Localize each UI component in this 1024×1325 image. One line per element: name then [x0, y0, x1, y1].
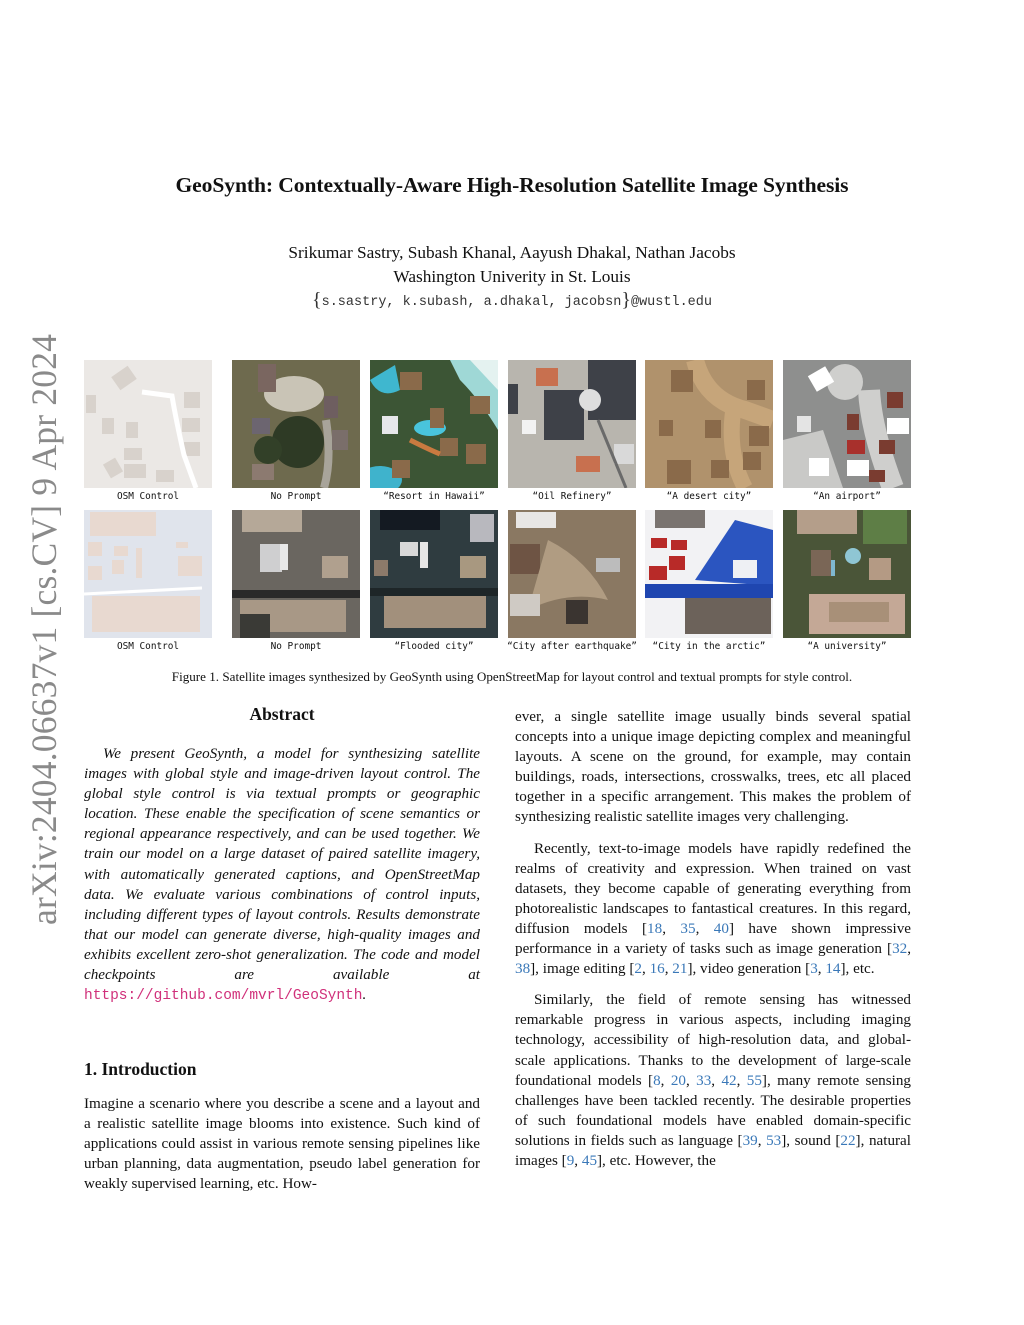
figure-caption-resort-in-hawaii: “Resort in Hawaii” [383, 491, 485, 502]
figure-caption-university: “A university” [807, 641, 887, 652]
introduction-heading: 1. Introduction [84, 1059, 197, 1079]
figure-caption-desert-city: “A desert city” [666, 491, 752, 502]
abstract-end: . [362, 986, 367, 1004]
figure-image-city-after-earthquake [508, 510, 636, 638]
citation-link[interactable]: 32 [892, 940, 908, 958]
figure-caption-flooded-city: “Flooded city” [394, 641, 474, 652]
intro-paragraph-2: Recently, text-to-image models have rapidly redefined the realms of creativity and expression. When trained on vast datasets, they become capable of generating everything from photorealistic landscapes to fantastical creatures. In this regard, diffusion models [18, 35, 40] have shown impressive performance in a variety of tasks such as image generation [32, 38], image editing [2, 16, 21], video generation [3, 14], etc. [515, 839, 911, 978]
citation-link[interactable]: 18 [647, 919, 663, 937]
figure-1-caption: Figure 1. Satellite images synthesized by GeoSynth using OpenStreetMap for layout control and textual prompts for style control. [171, 669, 853, 684]
p3-text-a: Similarly, the field of remote sensing has witnessed remarkable progress in various aspects, including imaging technology, accessibility of high-resolution data, and global-scale applications. Thanks to the development of large-scale foundational models [ [515, 991, 911, 1089]
citation-link[interactable]: 8 [653, 1071, 661, 1089]
figure-caption-no-prompt-2: No Prompt [270, 641, 322, 652]
figure-caption-city-after-earthquake: “City after earthquake” [507, 641, 637, 652]
citation-link[interactable]: 45 [581, 1151, 598, 1169]
figure-image-university [783, 510, 911, 638]
citation-link[interactable]: 21 [672, 960, 688, 978]
open-brace: { [312, 289, 322, 311]
figure-image-airport [783, 360, 911, 488]
p3-text-b: ], many remote sensing challenges have been tackled recently. The desirable properties of such foundational models have enabled domain-specific solutions in fields such as language [ [515, 1071, 911, 1149]
paper-title: GeoSynth: Contextually-Aware High-Resolution Satellite Image Synthesis [175, 173, 849, 197]
email-list: s.sastry, k.subash, a.dhakal, jacobsn [321, 295, 622, 310]
citation-link[interactable]: 38 [515, 960, 531, 978]
close-brace: } [621, 289, 631, 311]
figure-caption-osm-control-2: OSM Control [116, 641, 180, 652]
figure-caption-osm-control: OSM Control [116, 491, 180, 502]
figure-caption-airport: “An airport” [813, 491, 881, 502]
citation-link[interactable]: 40 [713, 919, 729, 937]
citation-link[interactable]: 42 [721, 1071, 737, 1089]
author-names: Srikumar Sastry, Subash Khanal, Aayush Dhakal, Nathan Jacobs [288, 243, 736, 262]
author-block [0, 241, 1024, 289]
intro-p1-text: Imagine a scenario where you describe a scene and a layout and a realistic satellite image blooms into existence. Such kind of applications could assist in various remote sensing pipelines like urban planning, data augmentation, pseudo label generation for weakly supervised learning, etc. How- [84, 1095, 480, 1193]
citation-link[interactable]: 55 [746, 1071, 762, 1089]
figure-image-oil-refinery [508, 360, 636, 488]
citation-link[interactable]: 35 [680, 919, 696, 937]
p2-text-b: ] have shown impressive performance in a variety of tasks such as image generation [ [515, 919, 911, 958]
p3-text-c: ], sound [ [781, 1131, 841, 1149]
affiliation: Washington Univerity in St. Louis [393, 267, 631, 286]
figure-image-resort-in-hawaii [370, 360, 498, 488]
citation-link[interactable]: 20 [670, 1071, 686, 1089]
citation-link[interactable]: 39 [742, 1131, 758, 1149]
p3-text-e: ], etc. However, the [597, 1151, 716, 1169]
citation-link[interactable]: 2 [634, 960, 642, 978]
abstract-text: We present GeoSynth, a model for synthesizing satellite images with global style and image-driven layout control. The global style control is via textual prompts or geographic location. These enable the specification of scene semantics or regional appearance respectively, and can be used together. We train our model on a large dataset of paired satellite imagery, with automatically generated captions, and OpenStreetMap data. We evaluate various combinations of control inputs, including different types of layout controls. Results demonstrate that our model can generate diverse, high-quality images and exhibits excellent zero-shot generalization. The code and model checkpoints are available at [84, 745, 480, 984]
figure-image-no-prompt-urban [232, 510, 360, 638]
intro-paragraph-3: Similarly, the field of remote sensing has witnessed remarkable progress in various aspects, including imaging technology, accessibility of high-resolution data, and global-scale applications. Thanks to the development of large-scale foundational models [8, 20, 33, 42, 55], many remote sensing challenges have been tackled recently. The desirable properties of such foundational models have enabled domain-specific solutions in fields such as language [39, 53], sound [22], natural images [9, 45], etc. However, the [515, 991, 911, 1169]
p2-text-e: ], etc. [840, 960, 875, 978]
citation-link[interactable]: 33 [696, 1071, 712, 1089]
figure-caption-city-in-the-arctic: “City in the arctic” [652, 641, 766, 652]
email-domain: @wustl.edu [630, 295, 712, 310]
github-link[interactable]: https://github.com/mvrl/GeoSynth [84, 988, 363, 1005]
p2-text-d: ], video generation [ [687, 960, 811, 978]
author-emails [0, 289, 1024, 312]
abstract-body [84, 744, 480, 1006]
figure-caption-no-prompt: No Prompt [270, 491, 322, 502]
figure-image-desert-city [645, 360, 773, 488]
figure-image-flooded-city [370, 510, 498, 638]
citation-link[interactable]: 22 [840, 1131, 856, 1149]
citation-link[interactable]: 16 [649, 960, 665, 978]
abstract-heading: Abstract [249, 704, 315, 724]
citation-link[interactable]: 53 [766, 1131, 782, 1149]
citation-link[interactable]: 3 [810, 960, 818, 978]
figure-caption-oil-refinery: “Oil Refinery” [532, 491, 612, 502]
right-column [515, 707, 911, 1171]
arxiv-side-stamp: arXiv:2404.06637v1 [cs.CV] 9 Apr 2024 [24, 333, 64, 925]
citation-link[interactable]: 14 [825, 960, 841, 978]
citation-link[interactable]: 9 [566, 1151, 575, 1169]
intro-p1-continued: ever, a single satellite image usually binds several spatial concepts into a unique image depicting complex and meaningful layouts. A scene on the ground, for example, may contain buildings, roads, intersections, crosswalks, trees, etc all placed together in a specific arrangement. This makes the problem of synthesizing realistic satellite images very challenging. [515, 708, 911, 826]
introduction-paragraph-1 [84, 1094, 480, 1194]
p3-text-d: ], natural images [ [515, 1131, 911, 1169]
figure-image-osm-control-urban [84, 510, 212, 638]
figure-image-no-prompt-suburb [232, 360, 360, 488]
p2-text-c: ], image editing [ [530, 960, 635, 978]
figure-image-osm-control-residential [84, 360, 212, 488]
p2-text-a: Recently, text-to-image models have rapidly redefined the realms of creativity and expression. When trained on vast datasets, they become capable of generating everything from photorealistic landscapes to fantastical creatures. In this regard, diffusion models [ [515, 839, 911, 937]
figure-image-city-in-the-arctic [645, 510, 773, 638]
